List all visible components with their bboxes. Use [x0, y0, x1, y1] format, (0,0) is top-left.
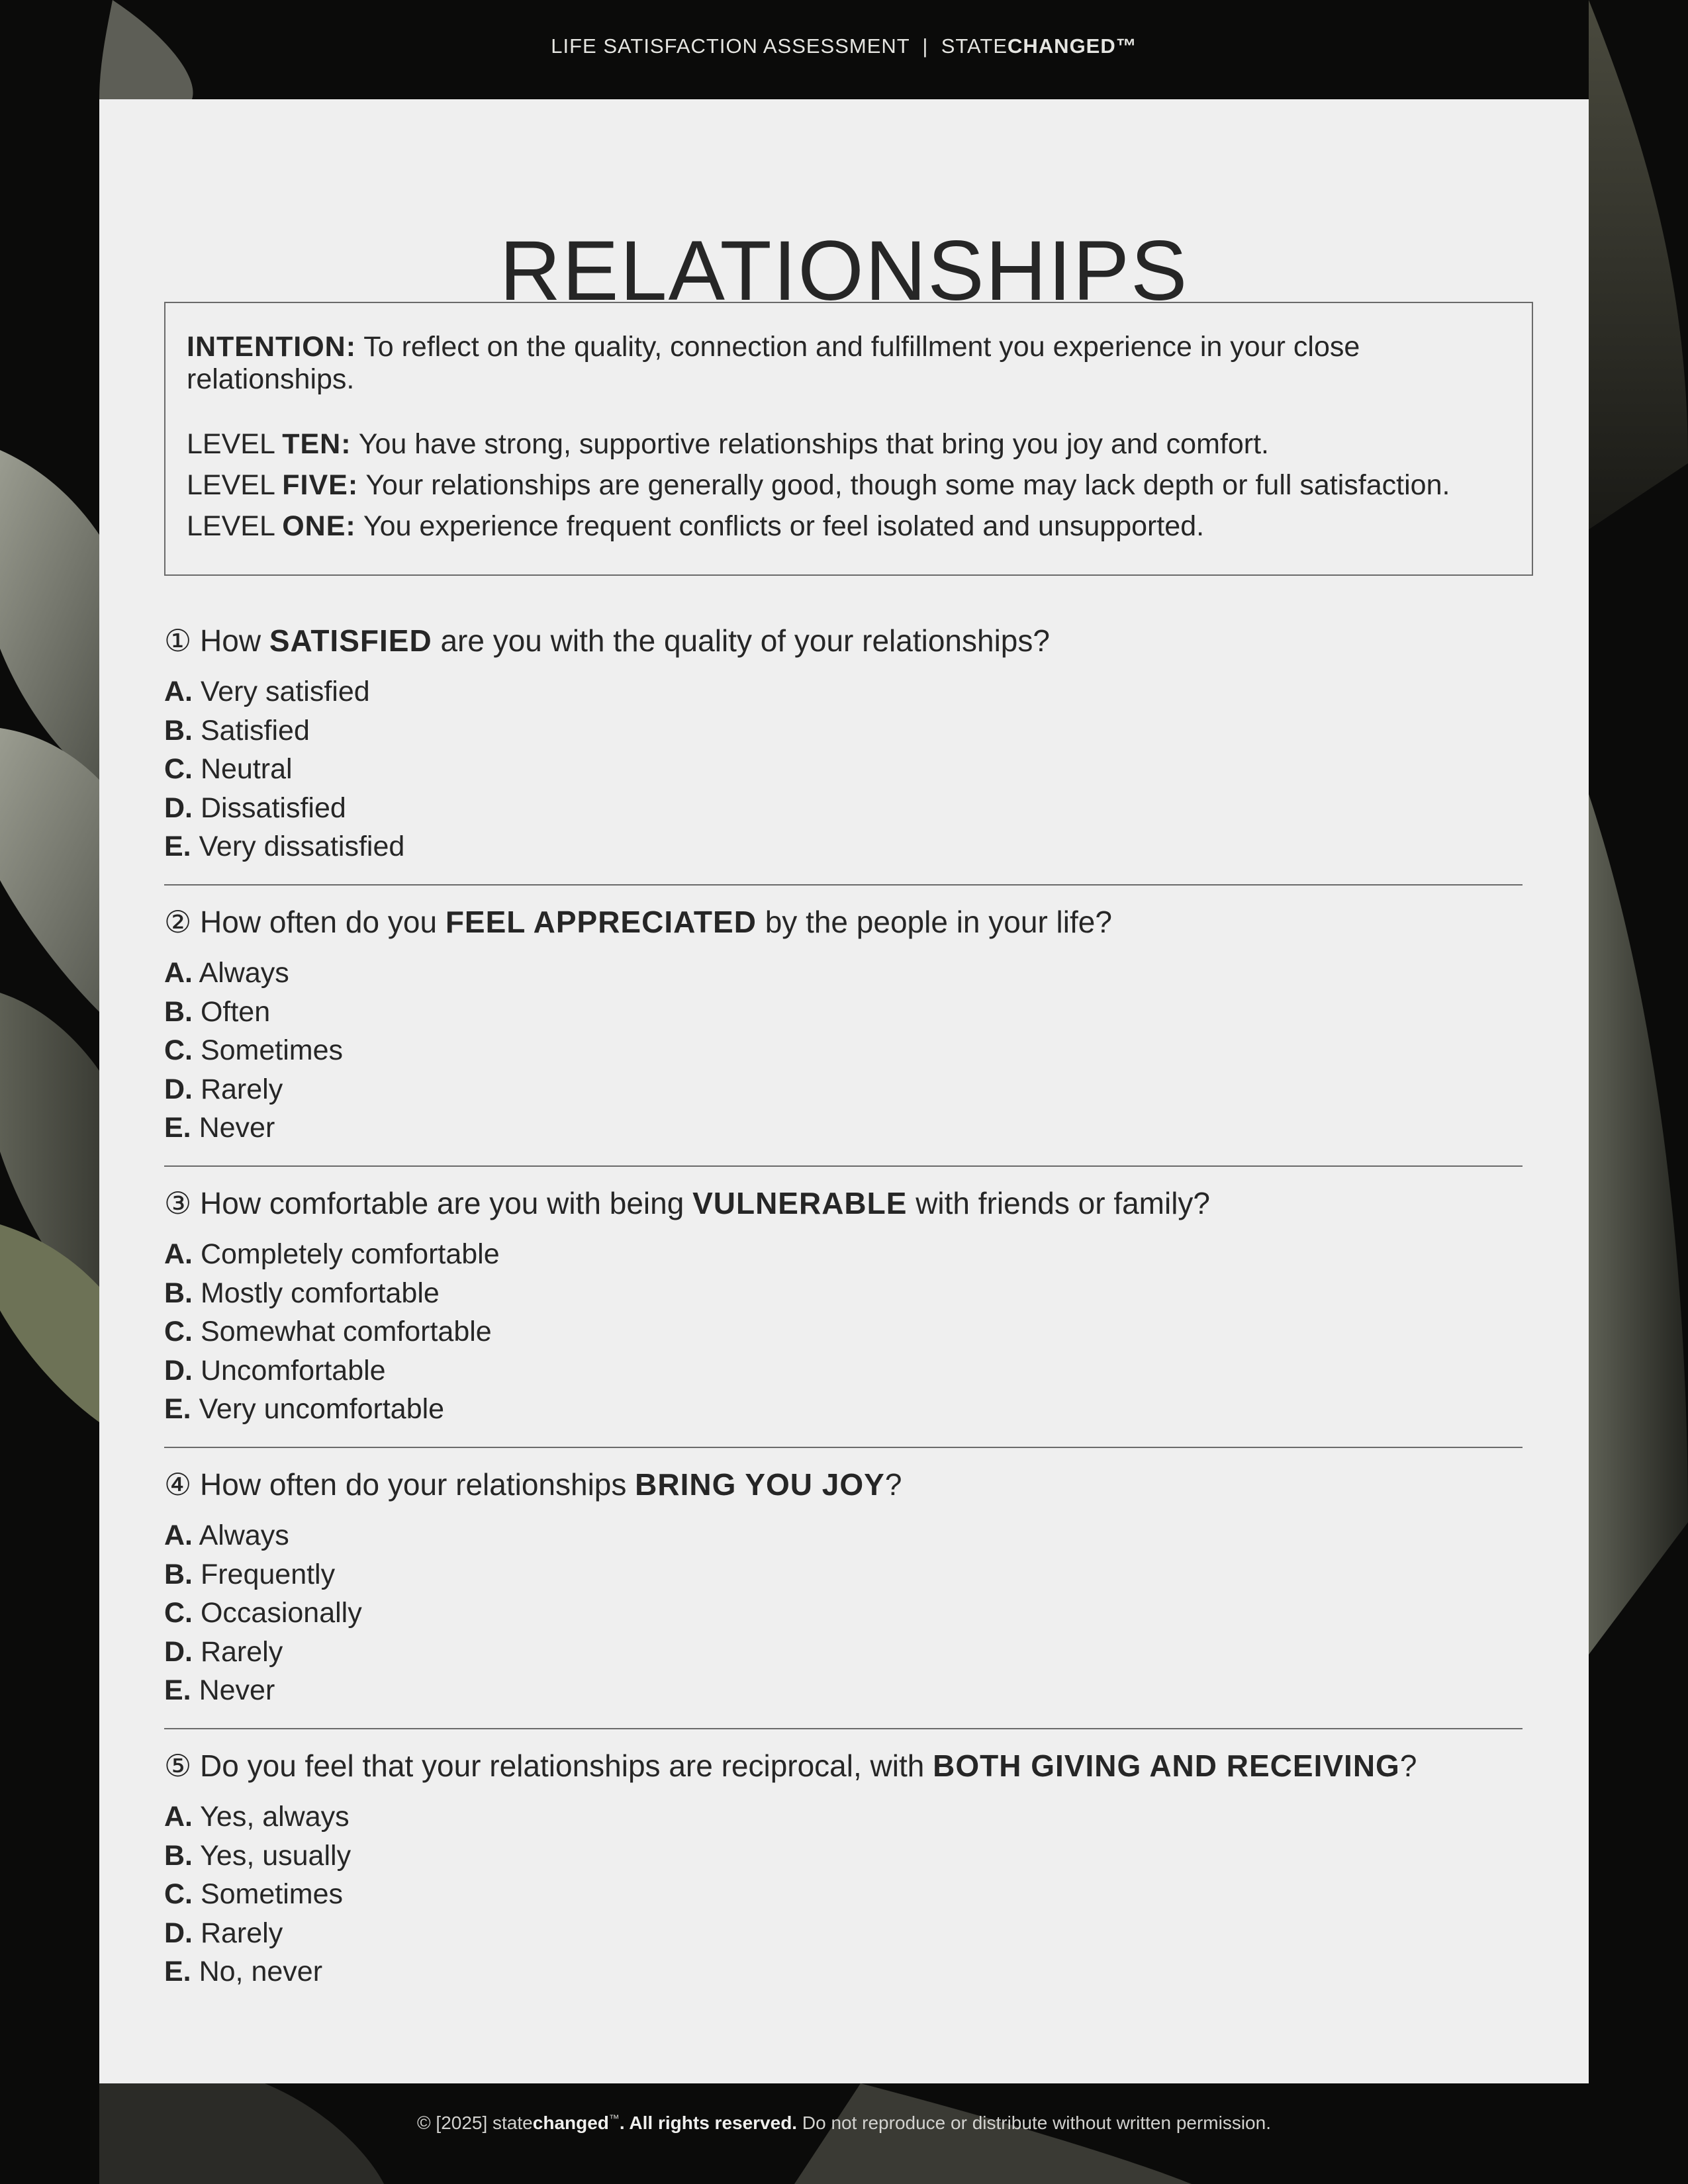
answer-option-b[interactable]	[164, 1837, 1521, 1876]
intention-statement: INTENTION: To reflect on the quality, connection and fulfillment you experience in your close relationships.	[187, 331, 1360, 395]
reproduction-notice: Do not reproduce or distribute without written permission.	[802, 2113, 1271, 2133]
option-text: Always	[199, 1520, 289, 1551]
option-text: Rarely	[200, 1917, 283, 1949]
brand-bold: CHANGED™	[1008, 34, 1137, 58]
intention-text: To reflect on the quality, connection and fulfillment you experience in your close relationships.	[187, 331, 1360, 395]
question-number: ④	[164, 1467, 192, 1502]
option-text: Yes, always	[200, 1801, 350, 1833]
level-description: You experience frequent conflicts or feel isolated and unsupported.	[363, 510, 1205, 542]
option-text: Very satisfied	[200, 676, 370, 707]
question-text	[164, 1747, 1521, 1784]
question-keyword: BRING YOU JOY	[635, 1467, 885, 1502]
option-text: Frequently	[200, 1558, 336, 1590]
option-letter: B.	[164, 1558, 193, 1590]
copyright-footer	[0, 2113, 1688, 2134]
option-letter: C.	[164, 1034, 193, 1066]
footer-brand: changed	[532, 2113, 609, 2133]
option-letter: C.	[164, 753, 193, 785]
option-letter: B.	[164, 1277, 193, 1309]
answer-options	[164, 1797, 1521, 1991]
option-text: Dissatisfied	[200, 792, 346, 824]
option-text: Always	[199, 957, 289, 989]
answer-option-d[interactable]	[164, 1070, 1521, 1109]
question-3	[164, 1185, 1521, 1429]
question-suffix: ?	[884, 1467, 902, 1502]
question-number: ①	[164, 623, 192, 658]
level-description: You have strong, supportive relationships that bring you joy and comfort.	[358, 428, 1269, 460]
level-value: TEN	[282, 428, 342, 460]
option-text: Very uncomfortable	[199, 1393, 445, 1425]
question-prefix: How comfortable are you with being	[200, 1186, 684, 1220]
answer-options	[164, 1235, 1521, 1429]
option-letter: E.	[164, 831, 191, 862]
answer-options	[164, 672, 1521, 866]
answer-option-d[interactable]	[164, 1914, 1521, 1953]
answer-option-d[interactable]	[164, 1633, 1521, 1672]
option-text: Never	[199, 1112, 275, 1144]
option-text: Somewhat comfortable	[200, 1316, 492, 1347]
question-divider	[164, 884, 1523, 886]
question-text	[164, 1466, 1521, 1503]
assessment-header	[0, 34, 1688, 58]
option-text: Never	[199, 1674, 275, 1706]
level-five: LEVEL FIVE: Your relationships are generally good, though some may lack depth or full satisfaction.	[187, 469, 1450, 501]
question-4	[164, 1466, 1521, 1710]
option-text: Neutral	[200, 753, 293, 785]
option-letter: A.	[164, 957, 193, 989]
level-value: FIVE	[282, 469, 348, 501]
question-divider	[164, 1165, 1523, 1167]
option-text: Rarely	[200, 1073, 283, 1105]
answer-option-a[interactable]	[164, 1235, 1521, 1274]
answer-options	[164, 954, 1521, 1148]
option-letter: A.	[164, 1520, 193, 1551]
question-text	[164, 622, 1521, 659]
question-suffix: with friends or family?	[915, 1186, 1211, 1220]
copyright-text: © [2025] state	[417, 2113, 533, 2133]
option-letter: C.	[164, 1597, 193, 1629]
level-ten: LEVEL TEN: You have strong, supportive relationships that bring you joy and comfort.	[187, 428, 1269, 460]
option-letter: C.	[164, 1316, 193, 1347]
answer-options	[164, 1516, 1521, 1710]
option-text: Occasionally	[200, 1597, 362, 1629]
question-divider	[164, 1728, 1523, 1729]
question-prefix: Do you feel that your relationships are reciprocal, with	[200, 1749, 925, 1783]
question-divider	[164, 1447, 1523, 1448]
answer-option-b[interactable]	[164, 993, 1521, 1032]
level-one: LEVEL ONE: You experience frequent conflicts or feel isolated and unsupported.	[187, 510, 1205, 542]
answer-option-c[interactable]	[164, 1031, 1521, 1070]
answer-option-e[interactable]	[164, 1952, 1521, 1991]
answer-option-e[interactable]	[164, 1390, 1521, 1429]
trademark-mark: ™	[608, 2113, 620, 2125]
answer-option-e[interactable]	[164, 827, 1521, 866]
answer-option-a[interactable]	[164, 1797, 1521, 1837]
question-2	[164, 903, 1521, 1148]
option-letter: D.	[164, 1073, 193, 1105]
answer-option-b[interactable]	[164, 711, 1521, 751]
answer-option-c[interactable]	[164, 750, 1521, 789]
option-letter: E.	[164, 1674, 191, 1706]
question-keyword: BOTH GIVING AND RECEIVING	[933, 1749, 1400, 1783]
option-letter: A.	[164, 1801, 193, 1833]
option-text: Rarely	[200, 1635, 283, 1668]
answer-option-a[interactable]	[164, 954, 1521, 993]
option-letter: D.	[164, 1635, 193, 1668]
answer-option-c[interactable]	[164, 1875, 1521, 1914]
option-text: Mostly comfortable	[200, 1277, 440, 1309]
answer-option-e[interactable]	[164, 1671, 1521, 1710]
option-text: Very dissatisfied	[199, 831, 405, 862]
option-letter: B.	[164, 1839, 193, 1872]
level-description: Your relationships are generally good, though some may lack depth or full satisfaction.	[365, 469, 1450, 501]
answer-option-a[interactable]	[164, 672, 1521, 711]
rights-reserved: . All rights reserved.	[619, 2113, 798, 2133]
question-keyword: FEEL APPRECIATED	[445, 905, 757, 939]
header-separator: |	[922, 34, 929, 58]
option-text: Completely comfortable	[200, 1238, 500, 1270]
question-suffix: by the people in your life?	[765, 905, 1112, 939]
header-left: LIFE SATISFACTION ASSESSMENT	[551, 34, 910, 58]
question-text	[164, 1185, 1521, 1222]
option-letter: E.	[164, 1112, 191, 1144]
question-prefix: How	[200, 623, 261, 658]
option-letter: B.	[164, 714, 193, 747]
question-prefix: How often do you	[200, 905, 438, 939]
question-keyword: VULNERABLE	[692, 1186, 908, 1220]
answer-option-b[interactable]	[164, 1274, 1521, 1313]
question-text	[164, 903, 1521, 940]
question-prefix: How often do your relationships	[200, 1467, 627, 1502]
intention-box	[164, 302, 1533, 576]
question-suffix: are you with the quality of your relationships?	[440, 623, 1050, 658]
option-text: Uncomfortable	[200, 1354, 386, 1387]
option-letter: E.	[164, 1956, 191, 1987]
option-letter: D.	[164, 792, 193, 824]
answer-option-d[interactable]	[164, 1351, 1521, 1390]
option-letter: B.	[164, 995, 193, 1028]
option-text: Often	[200, 995, 271, 1028]
level-label: LEVEL	[187, 469, 275, 501]
option-text: No, never	[199, 1956, 323, 1987]
question-number: ⑤	[164, 1749, 192, 1783]
level-label: LEVEL	[187, 510, 275, 542]
page-title: RELATIONSHIPS	[499, 223, 1189, 318]
option-letter: D.	[164, 1354, 193, 1387]
option-letter: C.	[164, 1878, 193, 1910]
answer-option-c[interactable]	[164, 1312, 1521, 1351]
option-letter: A.	[164, 676, 193, 707]
option-letter: E.	[164, 1393, 191, 1425]
answer-option-c[interactable]	[164, 1594, 1521, 1633]
question-5	[164, 1747, 1521, 1991]
intention-label: INTENTION	[187, 331, 346, 363]
question-number: ③	[164, 1186, 192, 1220]
question-suffix: ?	[1399, 1749, 1417, 1783]
answer-option-d[interactable]	[164, 789, 1521, 828]
option-letter: A.	[164, 1238, 193, 1270]
option-text: Satisfied	[200, 714, 310, 747]
answer-option-b[interactable]	[164, 1555, 1521, 1594]
question-number: ②	[164, 905, 192, 939]
question-1	[164, 622, 1521, 866]
option-text: Yes, usually	[200, 1839, 352, 1872]
level-label: LEVEL	[187, 428, 275, 460]
question-keyword: SATISFIED	[269, 623, 432, 658]
answer-option-e[interactable]	[164, 1109, 1521, 1148]
option-text: Sometimes	[200, 1878, 344, 1910]
answer-option-a[interactable]	[164, 1516, 1521, 1555]
option-text: Sometimes	[200, 1034, 344, 1066]
brand-light: STATE	[941, 34, 1008, 58]
assessment-card	[99, 99, 1589, 2083]
level-value: ONE	[282, 510, 346, 542]
option-letter: D.	[164, 1917, 193, 1949]
